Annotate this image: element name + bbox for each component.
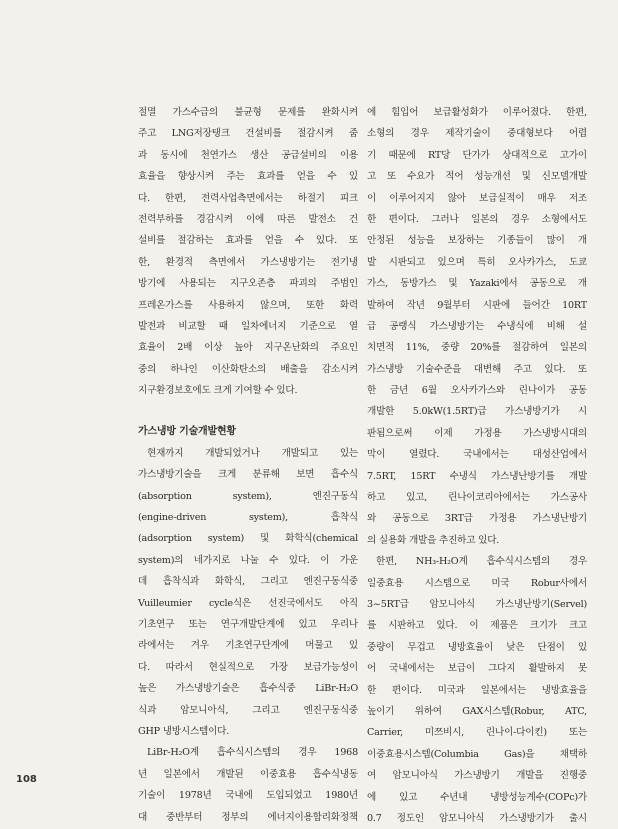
text-line: 한 편이다. 미국과 일본에서는 냉방효율을: [367, 684, 587, 696]
section-spacer: [138, 401, 358, 421]
text-line: 발 시판되고 있으며 특히 오사카가스, 도쿄: [367, 256, 587, 268]
text-line: 막이 열렸다. 국내에서는 대성산업에서: [367, 449, 587, 461]
text-line: 방기에 사용되는 지구오존층 파괴의 주범인: [138, 278, 358, 290]
text-line: 효율이 2배 이상 높아 지구온난화의 주요인: [138, 342, 358, 354]
text-line: 에 있고 수년내 냉방성능계수(COPc)가: [367, 791, 587, 803]
paragraph-technology-overview: [138, 443, 358, 742]
text-line: 데 흡착식과 화학식, 그리고 엔진구동식중: [138, 576, 358, 588]
text-line: 한편, NH₃-H₂O계 흡수식시스템의 경우: [376, 556, 587, 568]
text-line: 에 힘입어 보급활성화가 이루어졌다. 한편,: [367, 107, 587, 118]
text-line: 판됨으로써 이제 가정용 가스냉방시대의: [367, 427, 587, 439]
text-line: 소형의 경우 제작기술이 중대형보다 어렵: [367, 128, 587, 140]
text-line: 한 금년 6월 오사카가스와 린나이가 공동: [367, 385, 587, 397]
text-line: 전력부하를 경감시켜 이에 따른 발전소 건: [138, 213, 358, 225]
text-line: 주고 LNG저장탱크 건설비를 절감시켜 줌: [138, 128, 358, 140]
text-line: 치면적 11%, 중량 20%를 절감하여 일본의: [367, 342, 587, 354]
text-line: Carrier, 미쯔비시, 린나이-다이킨) 또는: [367, 727, 587, 739]
text-line: 절멸 가스수급의 불균형 문제를 완화시켜: [138, 107, 358, 118]
left-column: [138, 102, 358, 828]
text-line: 안정된 성능을 보장하는 기종들이 많이 개: [367, 235, 587, 247]
text-line: 다. 한편, 전력사업측면에서는 하절기 피크: [138, 192, 358, 204]
section-heading: 가스냉방 기술개발현황: [138, 426, 236, 438]
text-line: (adsorption system) 및 화학식(chemical: [138, 533, 358, 545]
text-line: 3~5RT급 암모니아식 가스냉난방기(Servel): [367, 598, 587, 610]
text-line: 한 편이다. 그러나 일본의 경우 소형에서도: [367, 213, 587, 225]
text-line: GHP 냉방시스템이다.: [138, 725, 230, 737]
text-line: 급 공랭식 가스냉방기는 수냉식에 비해 설: [367, 320, 587, 332]
text-line: 효율을 향상시켜 주는 효과를 얻을 수 있: [138, 171, 358, 183]
text-line: 기초연구 또는 연구개발단계에 있고 우리나: [138, 618, 358, 630]
text-line: 발전과 비교할 때 일차에너지 기준으로 열: [138, 320, 358, 332]
text-line: 의 실용화 개발을 추진하고 있다.: [367, 534, 500, 546]
text-line: 가스냉방 기술수준을 대변해 주고 있다. 또: [367, 363, 587, 375]
text-line: 높은 가스냉방기술은 흡수식중 LiBr-H₂O: [138, 683, 358, 695]
text-line: 하고 있고, 린나이코리아에서는 가스공사: [367, 492, 587, 504]
text-line: 중량이 무겁고 냉방효율이 낮은 단점이 있: [367, 641, 587, 653]
text-line: 식과 암모니아식, 그리고 엔진구동식중: [138, 704, 358, 716]
text-line: 이 이루어지지 않아 보급실적이 매우 저조: [367, 192, 587, 204]
text-line: 를 시판하고 있다. 이 제품은 크기가 크고: [367, 620, 587, 632]
text-line: 프레온가스를 사용하지 않으며, 또한 화력: [138, 299, 358, 311]
text-line: Vuilleumier cycle식은 선진국에서도 아직: [138, 597, 358, 609]
paragraph-intro: [138, 102, 358, 401]
text-line: 중의 하나인 이산화탄소의 배출을 감소시켜: [138, 363, 358, 375]
text-line: 대 중반부터 정부의 에너지이용합리화정책: [138, 811, 358, 823]
text-line: 7.5RT, 15RT 수냉식 가스냉난방기를 개발: [367, 470, 587, 482]
text-line: 고 또 수요가 적어 성능개선 및 신모델개발: [367, 171, 587, 183]
text-line: 개발한 5.0kW(1.5RT)급 가스냉방기가 시: [367, 406, 587, 418]
text-line: 현재까지 개발되었거나 개발되고 있는: [147, 447, 358, 459]
text-line: system)의 네가지로 나눌 수 있다. 이 가운: [138, 554, 358, 566]
text-line: 가스냉방기술을 크게 분류해 보면 흡수식: [138, 469, 358, 481]
text-line: 가스, 동방가스 및 Yazaki에서 공동으로 개: [367, 278, 587, 290]
text-line: 여 암모니아식 가스냉방기 개발을 진행중: [367, 770, 587, 782]
paragraph-ammonia-system: [367, 551, 587, 829]
text-line: LiBr-H₂O계 흡수식시스템의 경우 1968: [147, 747, 358, 759]
text-line: 발하여 작년 9월부터 시판에 들어간 10RT: [367, 299, 587, 311]
text-line: 일중효용 시스템으로 미국 Robur사에서: [367, 577, 587, 589]
text-line: 한, 환경적 측면에서 가스냉방기는 전기냉: [138, 256, 358, 268]
text-line: 0.7 정도인 암모니아식 가스냉방기가 출시: [367, 812, 587, 824]
text-line: 이중효용시스템(Columbia Gas)을 채택하: [367, 748, 587, 760]
text-line: 어 국내에서는 보급이 그다지 활발하지 못: [367, 663, 587, 675]
text-line: 기술이 1978년 국내에 도입되었고 1980년: [138, 790, 358, 802]
text-line: 지구환경보호에도 크게 기여할 수 있다.: [138, 385, 298, 397]
paragraph-libr-system: [138, 742, 358, 828]
text-line: 다. 따라서 현실적으로 가장 보급가능성이: [138, 661, 358, 673]
text-line: 라에서는 겨우 기초연구단계에 머물고 있: [138, 640, 358, 652]
paragraph-small-systems: [367, 102, 587, 551]
text-line: 과 동시에 천연가스 생산 공급설비의 이용: [138, 149, 358, 161]
text-line: (engine-driven system), 흡착식: [138, 512, 358, 524]
page-number: 108: [16, 774, 37, 785]
text-line: 와 공동으로 3RT급 가정용 가스냉난방기: [367, 513, 587, 525]
text-line: 높이기 위하여 GAX시스템(Robur, ATC,: [367, 705, 587, 717]
text-line: 설비를 절감하는 효과를 얻을 수 있다. 또: [138, 235, 358, 247]
text-line: 기 때문에 RT당 단가가 상대적으로 고가이: [367, 149, 587, 161]
right-column: [367, 102, 587, 829]
text-line: 년 일본에서 개발된 이중효용 흡수식냉동: [138, 768, 358, 780]
text-line: (absorption system), 엔진구동식: [138, 490, 358, 502]
